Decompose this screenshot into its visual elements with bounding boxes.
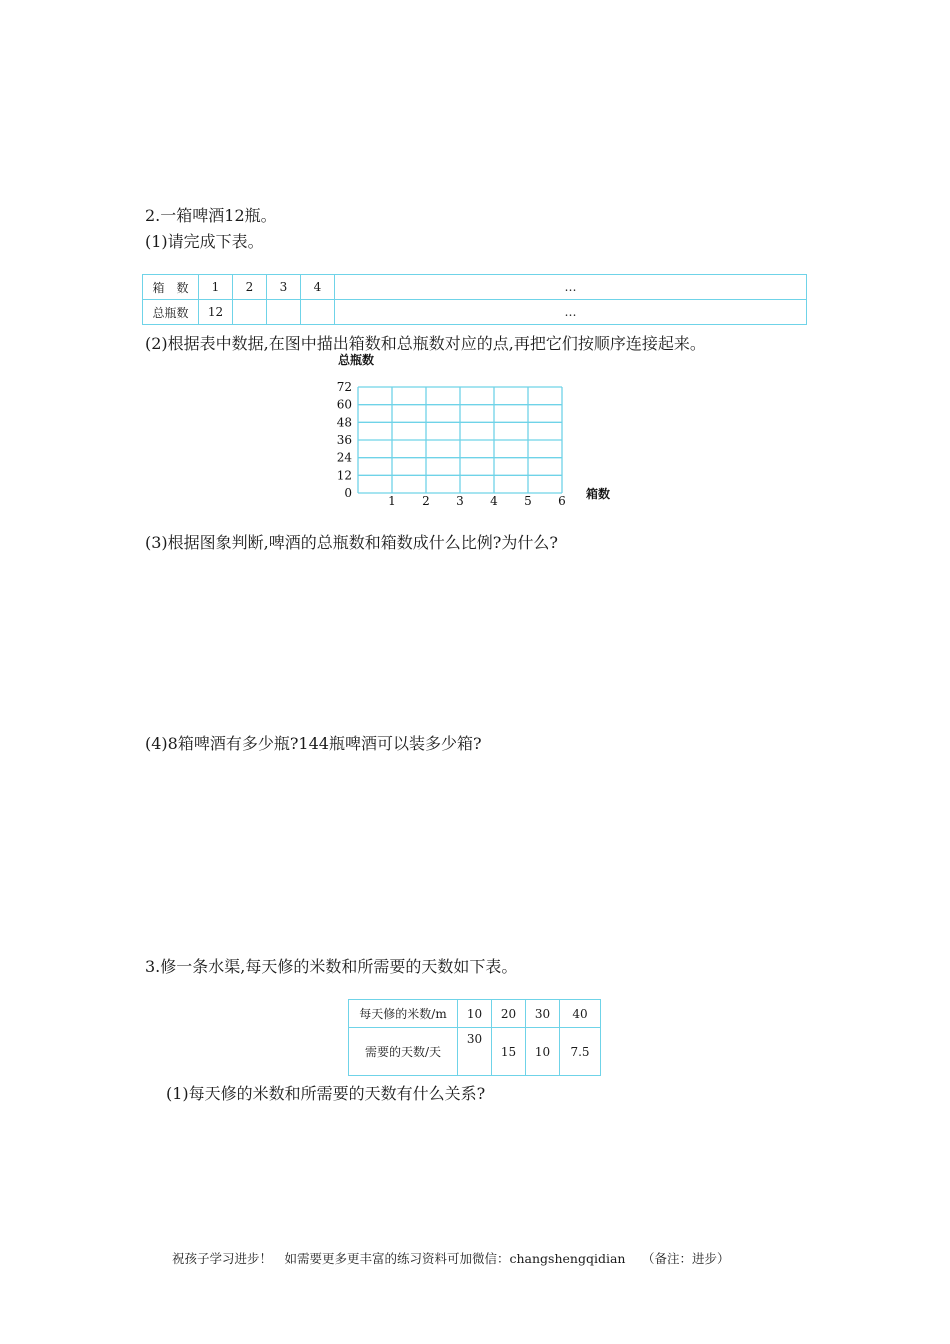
chart-xlabel: 箱数 bbox=[586, 487, 611, 501]
table-cell-blank[interactable] bbox=[301, 300, 335, 325]
table-cell-blank[interactable] bbox=[267, 300, 301, 325]
table-cell-label: 总瓶数 bbox=[143, 300, 199, 325]
q2-part4: (4)8箱啤酒有多少瓶?144瓶啤酒可以装多少箱? bbox=[145, 734, 482, 753]
x-tick-label: 2 bbox=[422, 494, 430, 508]
table-cell-label: 每天修的米数/m bbox=[349, 1000, 458, 1028]
bottles-vs-boxes-chart bbox=[330, 350, 630, 510]
chart-ylabel: 总瓶数 bbox=[338, 353, 375, 367]
table-cell: 10 bbox=[526, 1028, 560, 1076]
y-tick-label: 12 bbox=[336, 468, 352, 483]
table-cell: 15 bbox=[492, 1028, 526, 1076]
y-tick-label: 0 bbox=[344, 486, 352, 500]
table-cell: 30 bbox=[458, 1028, 492, 1076]
table-row bbox=[349, 1000, 601, 1028]
table-cell-ellipsis: … bbox=[335, 300, 807, 325]
q2-part2: (2)根据表中数据,在图中描出箱数和总瓶数对应的点,再把它们按顺序连接起来。 bbox=[145, 334, 706, 353]
table-cell: 2 bbox=[233, 275, 267, 300]
table-cell: 30 bbox=[526, 1000, 560, 1028]
table-cell-ellipsis: … bbox=[335, 275, 807, 300]
x-tick-label: 1 bbox=[388, 494, 396, 508]
y-tick-label: 60 bbox=[336, 397, 352, 412]
table-cell: 4 bbox=[301, 275, 335, 300]
table-row bbox=[143, 300, 807, 325]
q2-title: 2.一箱啤酒12瓶。 bbox=[145, 206, 277, 225]
table-row bbox=[349, 1028, 601, 1076]
y-tick-label: 72 bbox=[336, 380, 352, 394]
q3-title: 3.修一条水渠,每天修的米数和所需要的天数如下表。 bbox=[145, 957, 518, 976]
q2-part1: (1)请完成下表。 bbox=[145, 232, 264, 251]
table-cell: 3 bbox=[267, 275, 301, 300]
q3-part1: (1)每天修的米数和所需要的天数有什么关系? bbox=[166, 1084, 486, 1103]
table-cell-label: 需要的天数/天 bbox=[349, 1028, 458, 1076]
y-tick-label: 48 bbox=[336, 415, 352, 430]
x-tick-label: 6 bbox=[558, 494, 566, 508]
table-row bbox=[143, 275, 807, 300]
table-cell-label: 箱 数 bbox=[143, 275, 199, 300]
chart-grid bbox=[358, 387, 562, 493]
table-cell: 12 bbox=[199, 300, 233, 325]
q2-part3: (3)根据图象判断,啤酒的总瓶数和箱数成什么比例?为什么? bbox=[145, 533, 558, 552]
y-tick-label: 36 bbox=[336, 433, 352, 447]
x-tick-label: 3 bbox=[456, 494, 464, 508]
footer-note: 祝孩子学习进步！ 如需要更多更丰富的练习资料可加微信：changshengqidian （备注：进步） bbox=[172, 1251, 730, 1266]
table-cell: 7.5 bbox=[560, 1028, 601, 1076]
y-tick-label: 24 bbox=[336, 450, 352, 465]
y-tick-labels bbox=[337, 380, 353, 500]
x-tick-label: 4 bbox=[490, 494, 498, 508]
table-cell-blank[interactable] bbox=[233, 300, 267, 325]
x-tick-label: 5 bbox=[524, 494, 532, 508]
table-cell: 10 bbox=[458, 1000, 492, 1028]
x-tick-labels bbox=[388, 494, 566, 508]
table-cell: 20 bbox=[492, 1000, 526, 1028]
q2-table bbox=[142, 274, 807, 325]
table-cell: 40 bbox=[560, 1000, 601, 1028]
table-cell: 1 bbox=[199, 275, 233, 300]
q3-table bbox=[348, 999, 601, 1076]
